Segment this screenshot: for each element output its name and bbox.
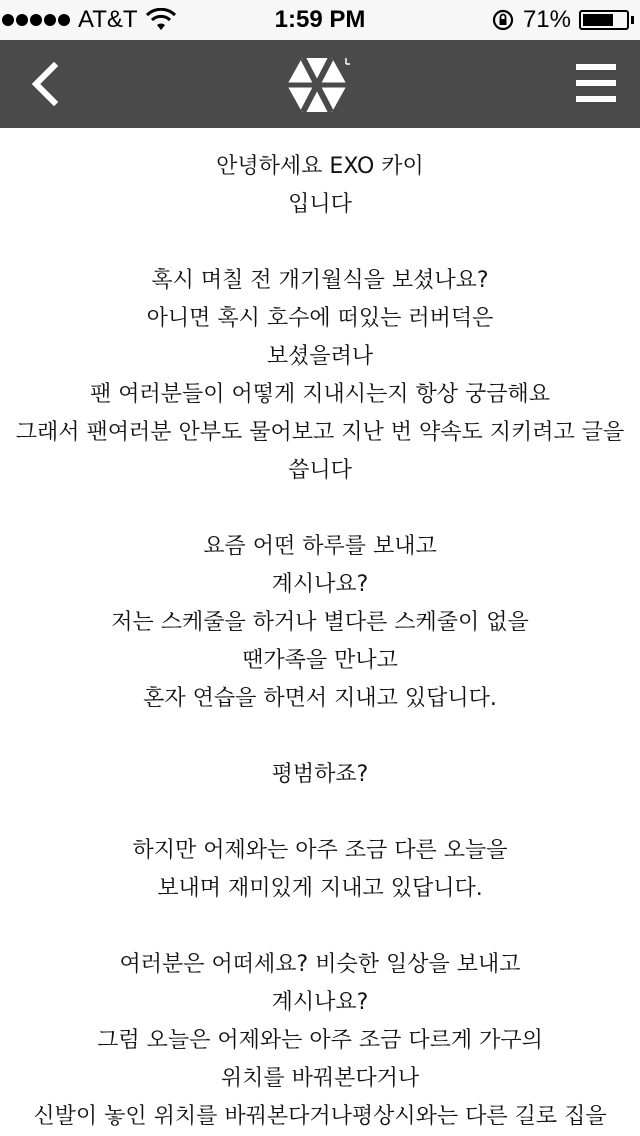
letter-line: 계시나요? (271, 990, 369, 1015)
menu-line (576, 96, 616, 102)
back-button[interactable] (20, 56, 70, 112)
battery-tip (631, 16, 634, 24)
paragraph-gap (0, 794, 640, 832)
letter-line: 보셨을려나 (266, 344, 374, 369)
menu-line (576, 80, 616, 86)
letter-line: 안녕하세요 EXO 카이 (216, 154, 424, 179)
paragraph-gap (0, 224, 640, 262)
battery-icon (579, 10, 629, 30)
battery-level-fill (583, 14, 613, 26)
letter-line: 그래서 팬여러분 안부도 물어보고 지난 번 약속도 지키려고 글을 (15, 420, 625, 445)
carrier-name: AT&T (78, 6, 138, 33)
letter-line: 저는 스케줄을 하거나 별다른 스케줄이 없을 (111, 610, 529, 635)
letter-line: 그럼 오늘은 어제와는 아주 조금 다르게 가구의 (97, 1028, 543, 1053)
status-right (491, 0, 634, 40)
letter-line: 보내며 재미있게 지내고 있답니다. (157, 876, 483, 901)
letter-line: 하지만 어제와는 아주 조금 다른 오늘을 (132, 838, 508, 863)
letter-line: 계시나요? (271, 572, 369, 597)
chevron-left-icon (28, 62, 62, 106)
hamburger-menu-button[interactable] (576, 64, 618, 104)
letter-line: 팬 여러분들이 어떻게 지내시는지 항상 궁금해요 (89, 382, 550, 407)
letter-line: 씁니다 (288, 458, 352, 483)
letter-line: 평범하죠? (271, 762, 369, 787)
rotation-lock-icon (491, 8, 515, 32)
exo-logo (286, 54, 354, 116)
paragraph-gap (0, 718, 640, 756)
letter-line: 아니면 혹시 호수에 떠있는 러버덕은 (146, 306, 494, 331)
letter-line: 위치를 바꿔본다거나 (220, 1066, 420, 1091)
letter-line: 혹시 며칠 전 개기월식을 보셨나요? (151, 268, 489, 293)
letter-line: 입니다 (288, 192, 352, 217)
navigation-bar (0, 40, 640, 128)
letter-line: 땐가족을 만나고 (242, 648, 398, 673)
letter-line: 요즘 어떤 하루를 보내고 (203, 534, 437, 559)
letter-line: 여러분은 어떠세요? 비슷한 일상을 보내고 (119, 952, 521, 977)
letter-line: 혼자 연습을 하면서 지내고 있답니다. (143, 686, 497, 711)
paragraph-gap (0, 908, 640, 946)
letter-body (0, 148, 640, 1136)
paragraph-gap (0, 490, 640, 528)
battery-percent: 71% (522, 6, 571, 33)
letter-line: 신발이 놓인 위치를 바꿔본다거나평상시와는 다른 길로 집을 (33, 1104, 607, 1129)
menu-line (576, 64, 616, 70)
status-bar (0, 0, 640, 40)
status-time: 1:59 PM (274, 6, 366, 33)
